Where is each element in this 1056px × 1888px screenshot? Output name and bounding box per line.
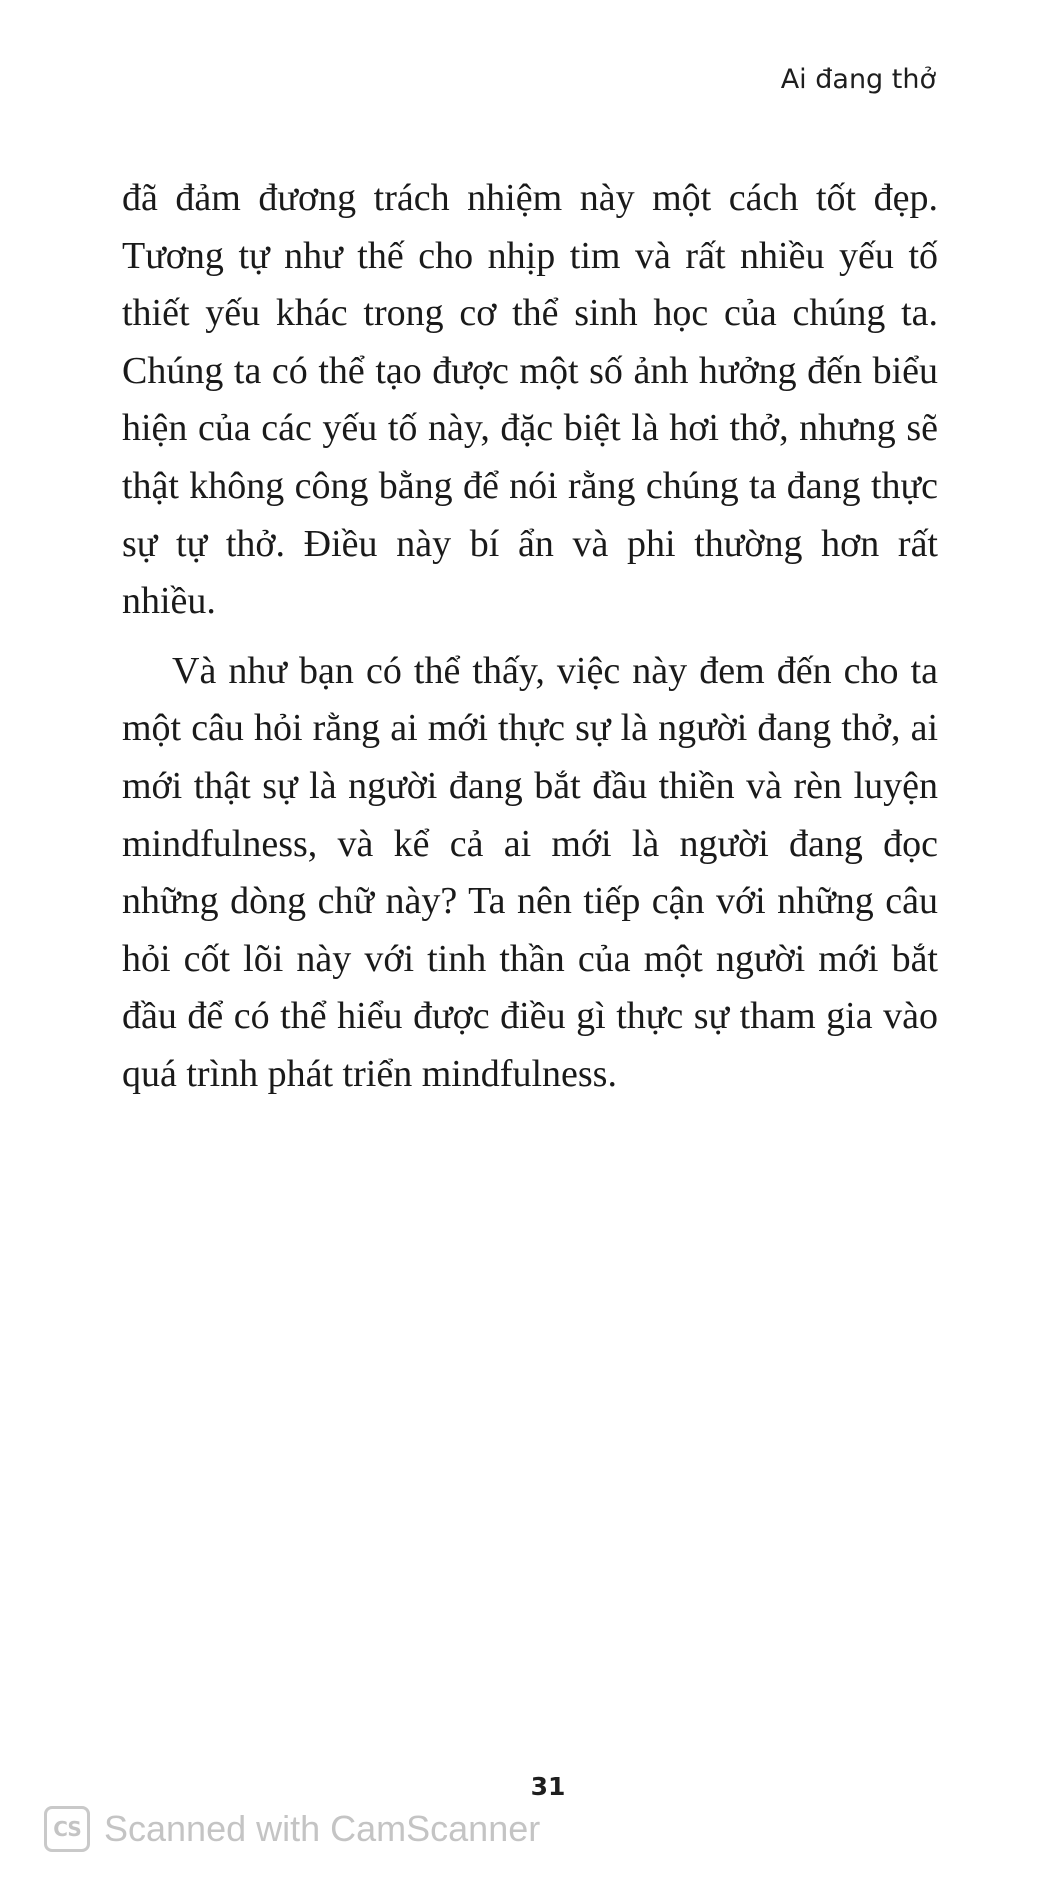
watermark-text: Scanned with CamScanner [104,1808,541,1849]
running-header: Ai đang thở [780,64,936,95]
paragraph-1: đã đảm đương trách nhiệm này một cách tốt đẹp. Tương tự như thế cho nhịp tim và rất nhiều yếu tố thiết yếu khác trong cơ thể sinh học của chúng ta. Chúng ta có thể tạo được một số ảnh hưởng đến biểu hiện của các yếu tố này, đặc biệt là hơi thở, nhưng sẽ thật không công bằng để nói rằng chúng ta đang thực sự tự thở. Điều này bí ẩn và phi thường hơn rất nhiều. [122,177,938,623]
camscanner-watermark [44,1806,540,1852]
camscanner-logo-icon: CS [44,1806,90,1852]
page-number: 31 [530,1772,566,1801]
paragraph-2: Và như bạn có thể thấy, việc này đem đến cho ta một câu hỏi rằng ai mới thực sự là người đang thở, ai mới thật sự là người đang bắt đầu thiền và rèn luyện mindfulness, và kể cả ai mới là người đang đọc những dòng chữ này? Ta nên tiếp cận với những câu hỏi cốt lõi này với tinh thần của một người mới bắt đầu để có thể hiểu được điều gì thực sự tham gia vào quá trình phát triển mindfulness. [122,649,938,1095]
body-text [122,170,938,1104]
